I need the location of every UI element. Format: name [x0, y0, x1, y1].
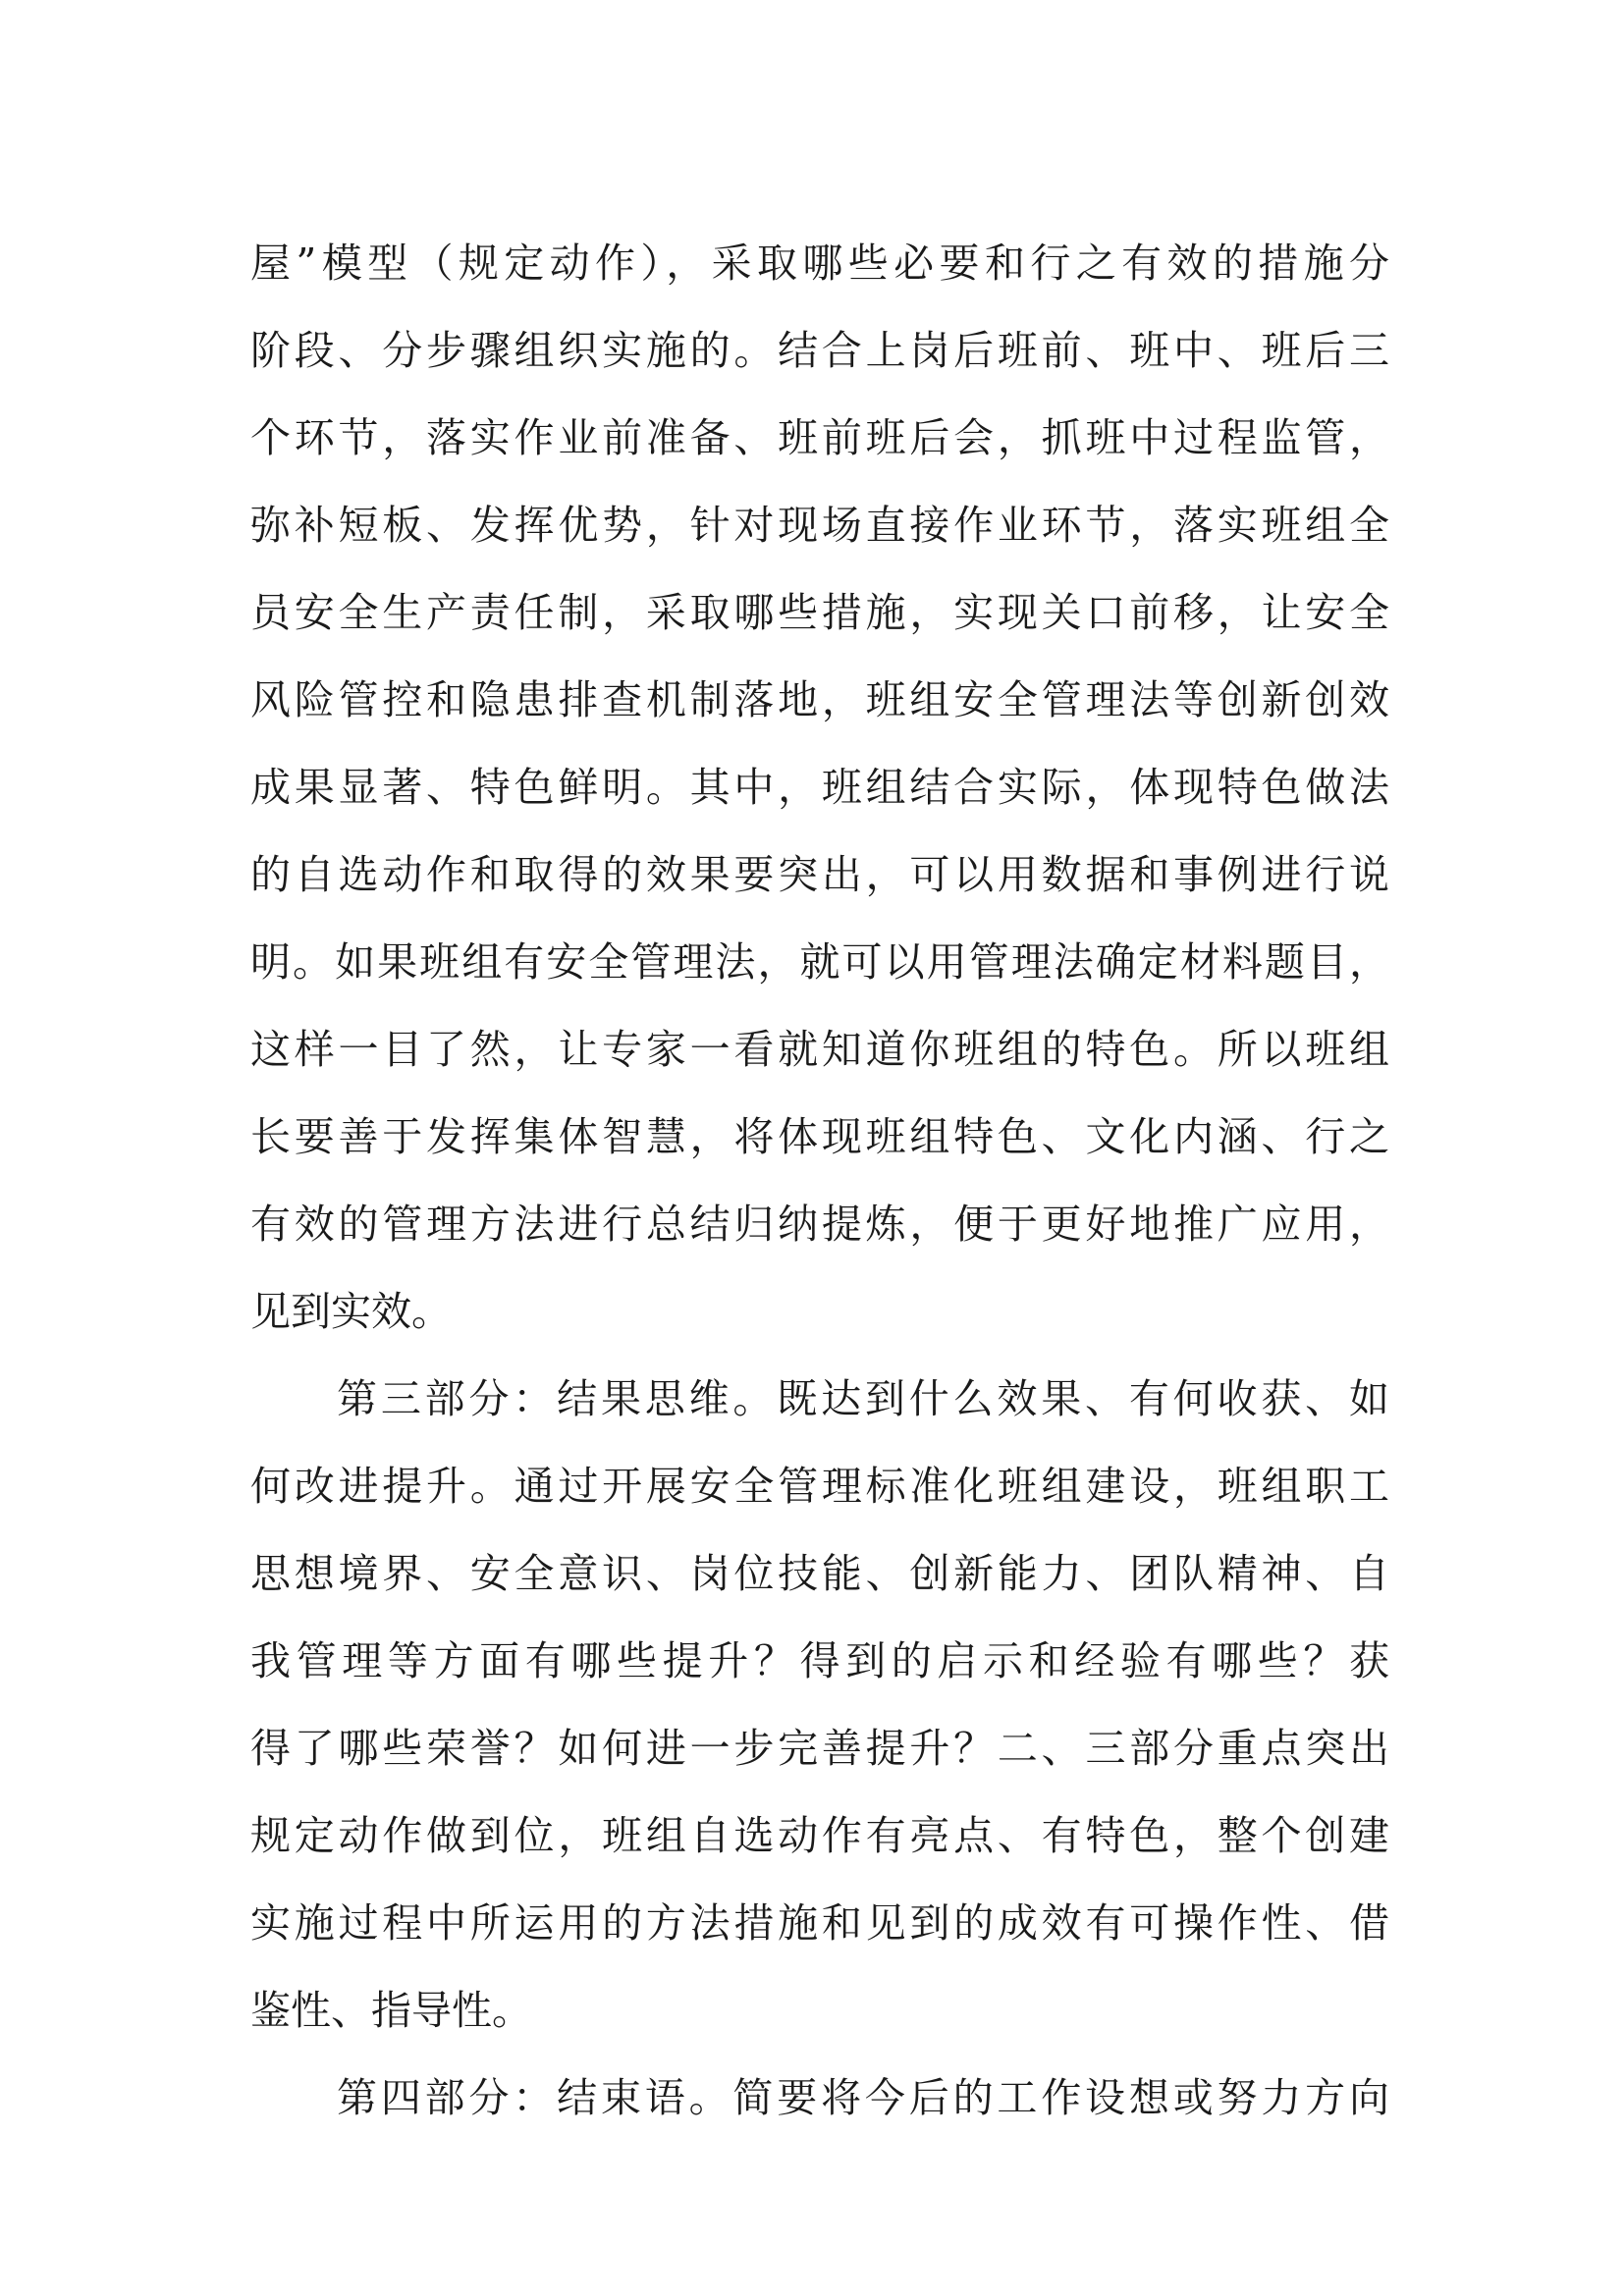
text-line: 个环节，落实作业前准备、班前班后会，抓班中过程监管，: [250, 414, 1389, 461]
text-line: 弥补短板、发挥优势，针对现场直接作业环节，落实班组全: [250, 502, 1389, 549]
text-line: 员安全生产责任制，采取哪些措施，实现关口前移，让安全: [250, 589, 1389, 636]
paragraph-3: [250, 2055, 1389, 2142]
text-line: 屋”模型（规定动作），采取哪些必要和行之有效的措施分: [250, 240, 1389, 287]
text-line: 第四部分：结束语。简要将今后的工作设想或努力方向: [337, 2074, 1389, 2121]
text-line: 思想境界、安全意识、岗位技能、创新能力、团队精神、自: [250, 1550, 1389, 1597]
text-line: 有效的管理方法进行总结归纳提炼，便于更好地推广应用，: [250, 1201, 1389, 1248]
text-line: 风险管控和隐患排查机制落地，班组安全管理法等创新创效: [250, 676, 1389, 723]
text-line: 明。如果班组有安全管理法，就可以用管理法确定材料题目，: [250, 938, 1389, 986]
text-line: 得了哪些荣誉？如何进一步完善提升？二、三部分重点突出: [250, 1725, 1389, 1772]
text-line: 第三部分：结果思维。既达到什么效果、有何收获、如: [337, 1375, 1389, 1422]
text-line: 鉴性、指导性。: [250, 1987, 532, 2034]
text-line: 的自选动作和取得的效果要突出，可以用数据和事例进行说: [250, 851, 1389, 898]
text-line: 何改进提升。通过开展安全管理标准化班组建设，班组职工: [250, 1463, 1389, 1510]
body-text: [250, 220, 1389, 2142]
paragraph-1: [250, 220, 1389, 1356]
text-line: 阶段、分步骤组织实施的。结合上岗后班前、班中、班后三: [250, 327, 1389, 374]
paragraph-2: [250, 1356, 1389, 2055]
text-line: 实施过程中所运用的方法措施和见到的成效有可操作性、借: [250, 1899, 1389, 1947]
text-line: 成果显著、特色鲜明。其中，班组结合实际，体现特色做法: [250, 764, 1389, 811]
text-line: 长要善于发挥集体智慧，将体现班组特色、文化内涵、行之: [250, 1113, 1389, 1160]
text-line: 我管理等方面有哪些提升？得到的启示和经验有哪些？获: [250, 1637, 1389, 1684]
text-line: 规定动作做到位，班组自选动作有亮点、有特色，整个创建: [250, 1812, 1389, 1859]
text-line: 这样一目了然，让专家一看就知道你班组的特色。所以班组: [250, 1026, 1389, 1073]
text-line: 见到实效。: [250, 1288, 452, 1335]
